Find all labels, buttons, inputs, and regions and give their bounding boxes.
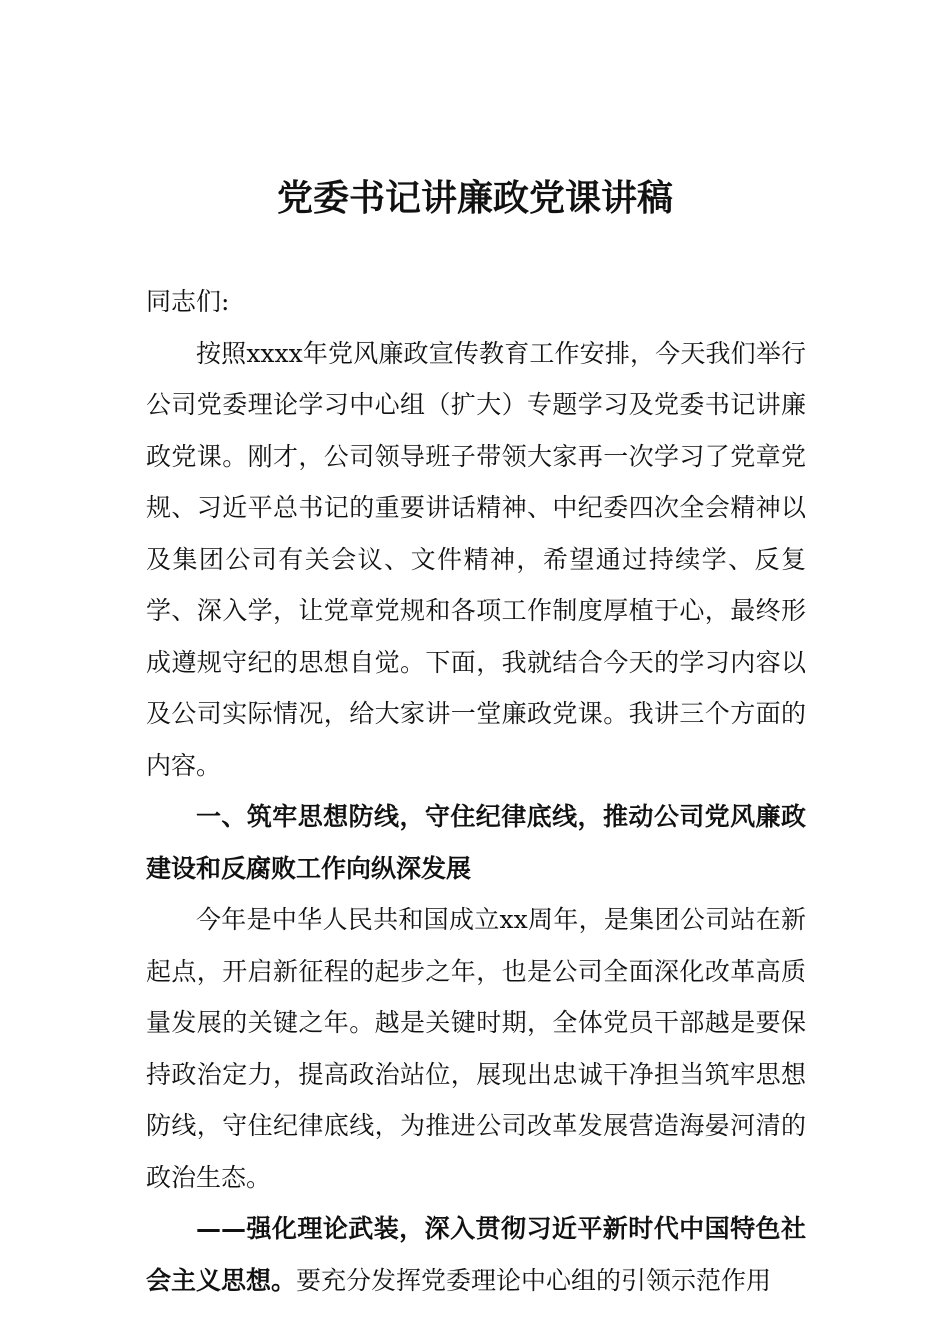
section-paragraph: 今年是中华人民共和国成立xx周年，是集团公司站在新起点，开启新征程的起步之年，也是公司全面深化改革高质量发展的关键之年。越是关键时期，全体党员干部越是要保持政治定力，提高政治站位，展现出忠诚干净担当筑牢思想防线，守住纪律底线，为推进公司改革发展营造海晏河清的政治生态。 [146,905,806,1192]
section-heading: 一、筑牢思想防线，守住纪律底线，推动公司党风廉政建设和反腐败工作向纵深发展 [146,802,806,883]
document-body [146,276,806,1306]
point-paragraph [146,1203,806,1306]
point-lead: ——强化理论武装，深入贯彻习近平新时代中国特色社会主义思想。 [146,1214,806,1295]
point-text: 要充分发挥党委理论中心组的引领示范作用 [296,1265,772,1295]
document-title: 党委书记讲廉政党课讲稿 [276,177,673,219]
salutation: 同志们: [146,287,230,316]
intro-paragraph: 按照xxxx年党风廉政宣传教育工作安排，今天我们举行公司党委理论学习中心组（扩大）专题学习及党委书记讲廉政党课。刚才，公司领导班子带领大家再一次学习了党章党规、习近平总书记的重要讲话精神、中纪委四次全会精神以及集团公司有关会议、文件精神，希望通过持续学、反复学、深入学，让党章党规和各项工作制度厚植于心，最终形成遵规守纪的思想自觉。下面，我就结合今天的学习内容以及公司实际情况，给大家讲一堂廉政党课。我讲三个方面的内容。 [146,338,806,780]
